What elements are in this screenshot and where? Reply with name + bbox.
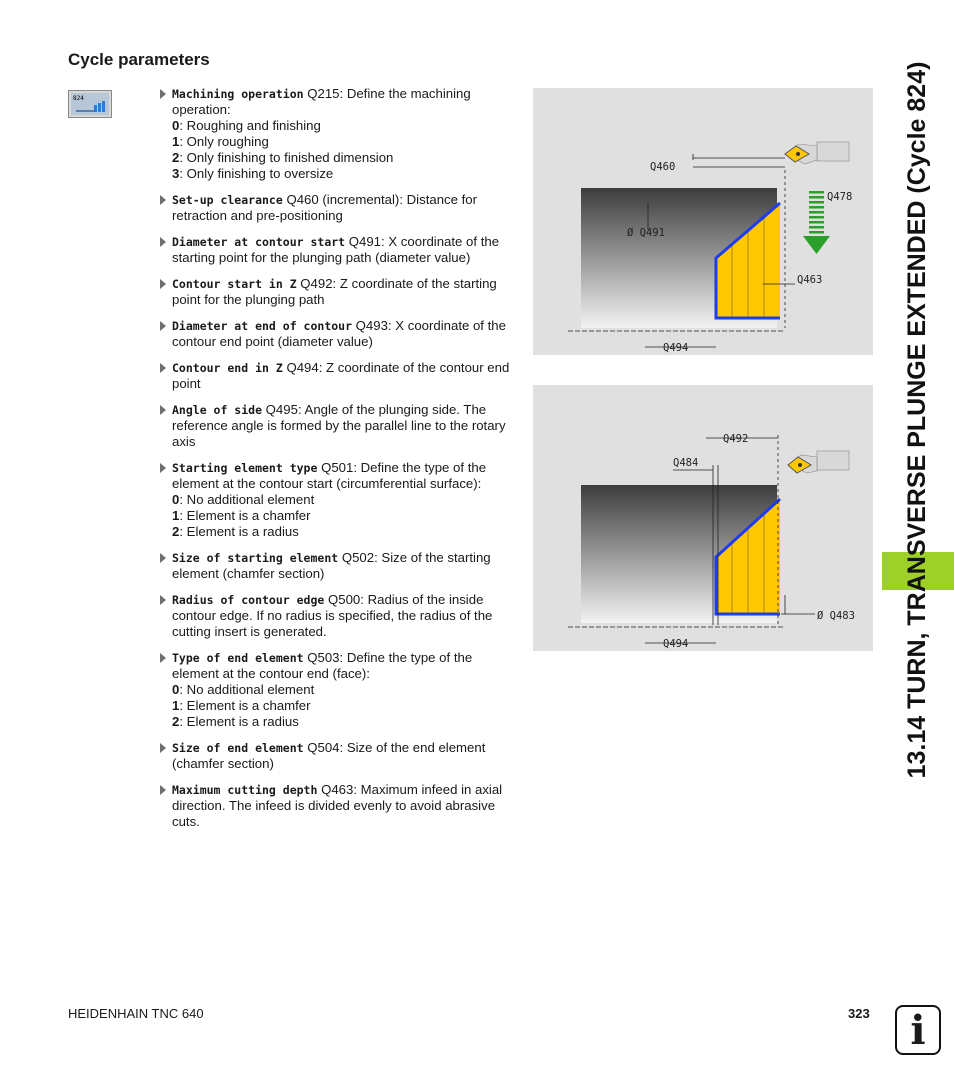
option-text: : Element is a chamfer [179, 698, 311, 713]
option-text: : Only finishing to oversize [179, 166, 334, 181]
parameter-keyword: Machining operation [172, 87, 304, 101]
cycle-icon-label: 824 [73, 95, 84, 102]
option-text: : Only roughing [179, 134, 269, 149]
arrow-right-icon [160, 553, 166, 563]
option-number: 1 [172, 134, 180, 149]
arrow-green-icon [803, 191, 830, 254]
parameter-item [158, 550, 518, 582]
parameter-keyword: Size of starting element [172, 551, 339, 565]
option-number: 0 [172, 118, 180, 133]
option-number: 2 [172, 524, 180, 539]
parameter-option [172, 492, 518, 508]
parameter-keyword: Contour end in Z [172, 361, 283, 375]
parameter-item [158, 276, 518, 308]
option-number: 0 [172, 682, 180, 697]
parameter-item [158, 740, 518, 772]
option-number: 3 [172, 166, 180, 181]
info-icon: i [895, 1005, 941, 1055]
parameter-description: Q501: Define the type of the element at the contour start (circumferential surface): [172, 460, 487, 491]
arrow-right-icon [160, 237, 166, 247]
parameter-item [158, 234, 518, 266]
parameter-keyword: Diameter at end of contour [172, 319, 353, 333]
option-text: : Roughing and finishing [179, 118, 321, 133]
parameter-keyword: Angle of side [172, 403, 263, 417]
parameter-option [172, 508, 518, 524]
parameter-option [172, 150, 518, 166]
parameter-item [158, 402, 518, 450]
parameter-item [158, 650, 518, 730]
parameter-description: Q460 (incremental): Distance for retraction and pre-positioning [172, 192, 478, 223]
arrow-right-icon [160, 279, 166, 289]
parameter-item [158, 318, 518, 350]
parameter-description: Q494: Z coordinate of the contour end point [172, 360, 510, 391]
label-q484: Q484 [673, 457, 699, 469]
footer-manual-name: HEIDENHAIN TNC 640 [68, 1006, 204, 1021]
parameter-keyword: Type of end element [172, 651, 304, 665]
option-number: 1 [172, 508, 180, 523]
parameter-item [158, 86, 518, 182]
parameter-description: Q504: Size of the end element (chamfer section) [172, 740, 486, 771]
parameter-item [158, 782, 518, 830]
parameter-keyword: Contour start in Z [172, 277, 297, 291]
option-number: 2 [172, 150, 180, 165]
option-text: : Element is a chamfer [179, 508, 311, 523]
parameter-description: Q495: Angle of the plunging side. The reference angle is formed by the parallel line to the rotary axis [172, 402, 506, 449]
option-text: : No additional element [179, 492, 315, 507]
label-q478: Q478 [827, 191, 853, 203]
arrow-right-icon [160, 785, 166, 795]
arrow-right-icon [160, 743, 166, 753]
parameter-option [172, 714, 518, 730]
page-number: 323 [848, 1006, 870, 1021]
parameter-description: Q500: Radius of the inside contour edge. If no radius is specified, the radius of the cutting insert is generated. [172, 592, 493, 639]
parameter-description: Q493: X coordinate of the contour end point (diameter value) [172, 318, 506, 349]
parameter-option [172, 134, 518, 150]
option-number: 0 [172, 492, 180, 507]
parameter-option [172, 166, 518, 182]
option-text: : Element is a radius [179, 714, 299, 729]
parameter-description: Q491: X coordinate of the starting point for the plunging path (diameter value) [172, 234, 500, 265]
tool-insert-icon [788, 451, 849, 473]
option-text: : Element is a radius [179, 524, 299, 539]
arrow-right-icon [160, 653, 166, 663]
label-q463: Q463 [797, 274, 823, 286]
parameter-item [158, 460, 518, 540]
parameter-option [172, 118, 518, 134]
option-number: 2 [172, 714, 180, 729]
arrow-right-icon [160, 89, 166, 99]
arrow-right-icon [160, 363, 166, 373]
option-number: 1 [172, 698, 180, 713]
arrow-right-icon [160, 321, 166, 331]
cycle-824-icon [68, 90, 112, 118]
arrow-right-icon [160, 463, 166, 473]
figure-infeed-diagram [533, 88, 873, 355]
parameter-item [158, 592, 518, 640]
parameter-list [158, 86, 518, 840]
parameter-option [172, 524, 518, 540]
parameter-item [158, 192, 518, 224]
parameter-keyword: Diameter at contour start [172, 235, 346, 249]
label-q494: Q494 [663, 638, 689, 650]
label-q494: Q494 [663, 342, 689, 354]
parameter-description: Q463: Maximum infeed in axial direction. The infeed is divided evenly to avoid abrasive cuts. [172, 782, 503, 829]
parameter-keyword: Radius of contour edge [172, 593, 325, 607]
label-q483: Ø Q483 [817, 610, 855, 622]
arrow-right-icon [160, 595, 166, 605]
parameter-option [172, 698, 518, 714]
tool-insert-icon [785, 142, 849, 164]
option-text: : Only finishing to finished dimension [179, 150, 394, 165]
chapter-title: 13.14 TURN, TRANSVERSE PLUNGE EXTENDED (Cycle 824) [903, 61, 931, 779]
parameter-description: Q492: Z coordinate of the starting point for the plunging path [172, 276, 497, 307]
arrow-right-icon [160, 195, 166, 205]
parameter-description: Q502: Size of the starting element (chamfer section) [172, 550, 491, 581]
section-heading: Cycle parameters [68, 50, 210, 69]
parameter-keyword: Maximum cutting depth [172, 783, 318, 797]
parameter-option [172, 682, 518, 698]
figure-contour-diagram [533, 385, 873, 651]
parameter-description: Q215: Define the machining operation: [172, 86, 471, 117]
label-q491: Ø Q491 [627, 227, 665, 239]
option-text: : No additional element [179, 682, 315, 697]
arrow-right-icon [160, 405, 166, 415]
label-q492: Q492 [723, 433, 749, 445]
label-q460: Q460 [650, 161, 676, 173]
parameter-keyword: Set-up clearance [172, 193, 283, 207]
parameter-keyword: Starting element type [172, 461, 318, 475]
parameter-item [158, 360, 518, 392]
parameter-keyword: Size of end element [172, 741, 304, 755]
parameter-description: Q503: Define the type of the element at the contour end (face): [172, 650, 473, 681]
